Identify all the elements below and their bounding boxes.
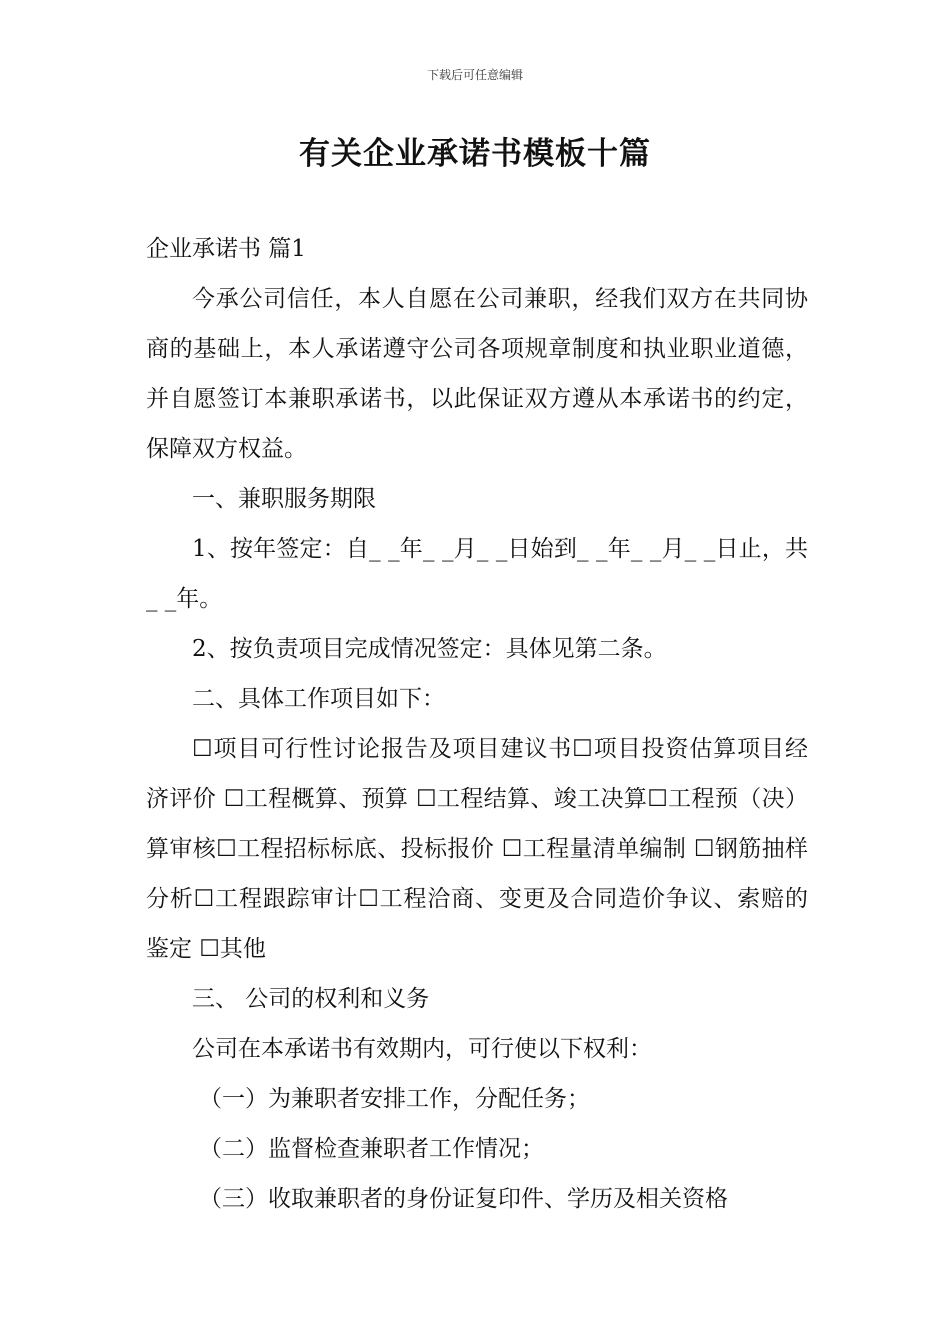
paragraph-project-list: ☐项目可行性讨论报告及项目建议书☐项目投资估算项目经济评价 ☐工程概算、预算 ☐工程结算、竣工决算☐工程预（决）算审核☐工程招标标底、投标报价 ☐工程量清单编制 ☐钢筋抽样分析☐工程跟踪审计☐工程洽商、变更及合同造价争议、索赔的鉴定 ☐其他 (146, 736, 808, 962)
document-title: 有关企业承诺书模板十篇 (299, 136, 651, 172)
paragraph-rights-intro: 公司在本承诺书有效期内，可行使以下权利： (192, 1036, 652, 1062)
document-body (146, 224, 808, 1224)
paragraph-intro: 今承公司信任，本人自愿在公司兼职，经我们双方在共同协商的基础上，本人承诺遵守公司各项规章制度和执业职业道德，并自愿签订本兼职承诺书，以此保证双方遵从本承诺书的约定，保障双方权益。 (146, 286, 808, 462)
paragraph-heading-1: 一、兼职服务期限 (192, 486, 376, 512)
paragraph-right-1: （一）为兼职者安排工作，分配任务； (199, 1086, 590, 1112)
paragraph-heading-2: 二、具体工作项目如下： (192, 686, 445, 712)
paragraph-right-3: （三）收取兼职者的身份证复印件、学历及相关资格 (199, 1186, 728, 1212)
paragraph-term-2: 2、按负责项目完成情况签定：具体见第二条。 (192, 636, 667, 662)
header-note: 下载后可任意编辑 (426, 68, 523, 82)
section-heading: 企业承诺书 篇1 (146, 236, 306, 262)
paragraph-term-1: 1、按年签定：自_ _年_ _月_ _日始到_ _年_ _月_ _日止，共_ _年。 (146, 536, 808, 612)
paragraph-right-2: （二）监督检查兼职者工作情况； (199, 1136, 544, 1162)
paragraph-heading-3: 三、 公司的权利和义务 (192, 986, 430, 1012)
